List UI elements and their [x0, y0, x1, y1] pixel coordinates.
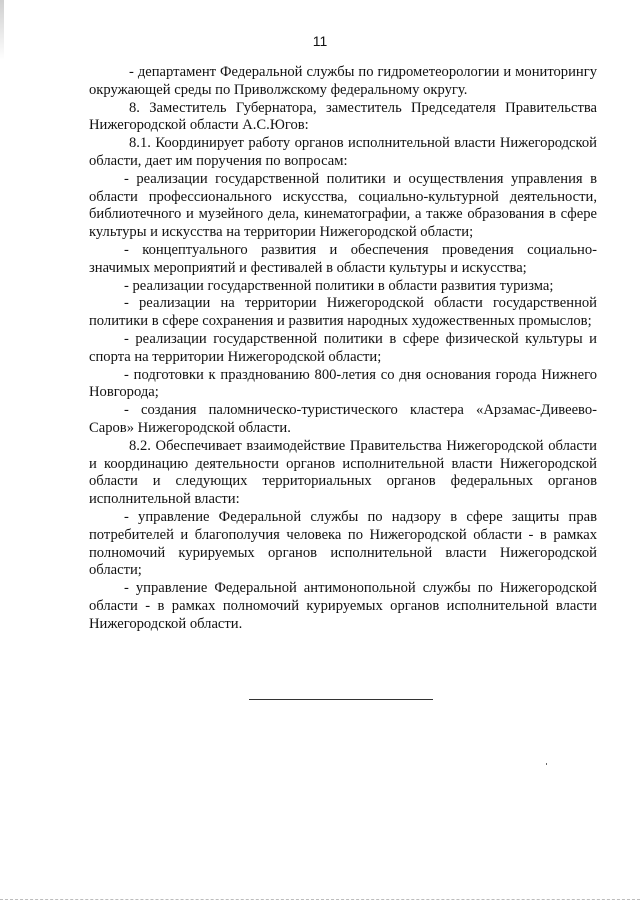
list-item-sport: - реализации государственной политики в сфере физической культуры и спорта на территории Нижегородской области;: [89, 330, 597, 365]
list-item-800-anniversary: - подготовки к празднованию 800-летия со дня основания города Нижнего Новгорода;: [89, 366, 597, 401]
end-separator-line: [249, 699, 433, 700]
paragraph-8-1-coordinates: 8.1. Координирует работу органов исполнительной власти Нижегородской области, дает им поручения по вопросам:: [89, 135, 597, 169]
list-item-arzamas-cluster: - создания паломническо-туристического кластера «Арзамас-Дивеево-Саров» Нижегородской области.: [89, 402, 597, 436]
list-item-tourism: - реализации государственной политики в области развития туризма;: [124, 277, 554, 294]
paragraph-deputy-governor-yugov: 8. Заместитель Губернатора, заместитель Председателя Правительства Нижегородской области А.С.Югов:: [89, 99, 597, 134]
list-item-rospotrebnadzor: - управление Федеральной службы по надзору в сфере защиты прав потребителей и благополучия человека по Нижегородской области - в рамках полномочий курируемых органов исполнительной власти Нижегородской области;: [89, 508, 597, 579]
scan-bottom-edge: [0, 899, 640, 901]
paragraph-8-2-interaction: 8.2. Обеспечивает взаимодействие Правительства Нижегородской области и координацию деятельности органов исполнительной власти Нижегородской области и следующих территориальных органов федеральных органов исполнительной власти:: [89, 437, 597, 508]
list-item-festivals: - концептуального развития и обеспечения проведения социально-значимых мероприятий и фестивалей в области культуры и искусства;: [89, 241, 597, 276]
scan-edge-shadow: [0, 0, 4, 60]
list-item-folk-crafts: - реализации на территории Нижегородской области государственной политики в сфере сохранения и развития народных художественных промыслов;: [89, 295, 597, 330]
document-body: [89, 64, 597, 634]
page-number: 11: [312, 33, 328, 49]
scan-speck: [546, 763, 547, 765]
paragraph-hydromet-department: - департамент Федеральной службы по гидрометеорологии и мониторингу окружающей среды по Приволжскому федеральному округу.: [89, 64, 597, 98]
list-item-antimonopoly: - управление Федеральной антимонопольной службы по Нижегородской области - в рамках полномочий курируемых органов исполнительной власти Нижегородской области.: [89, 580, 597, 632]
list-item-culture-policy: - реализации государственной политики и осуществления управления в области профессионального искусства, социально-культурной деятельности, библиотечного и музейного дела, кинематографии, а также образования в сфере культуры и искусства на территории Нижегородской области;: [89, 170, 597, 241]
